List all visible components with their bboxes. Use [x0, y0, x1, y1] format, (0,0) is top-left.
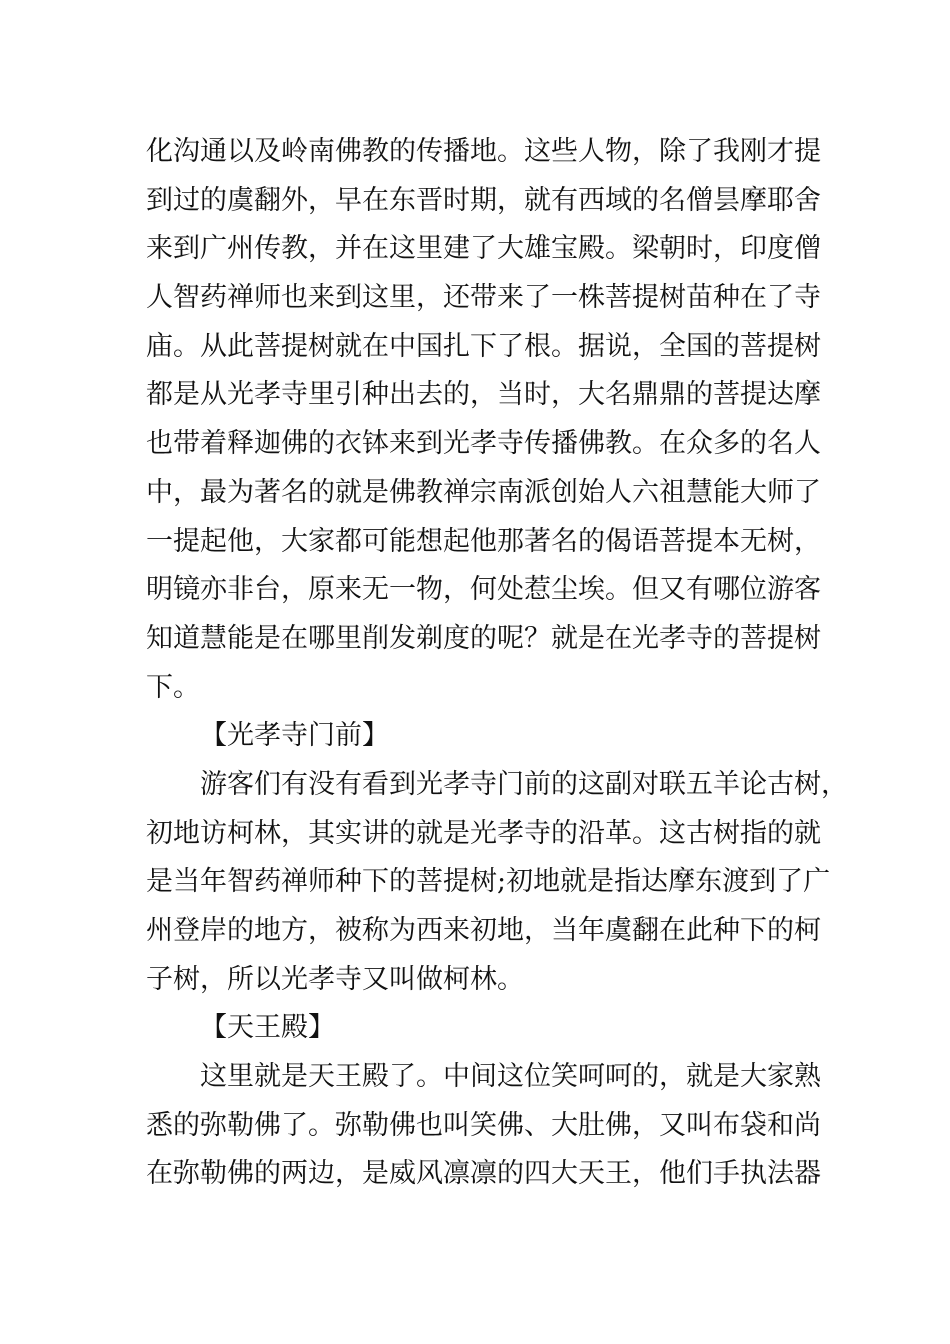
text-line: 也带着释迦佛的衣钵来到光孝寺传播佛教。在众多的名人	[146, 428, 821, 460]
text-line: 初地访柯林，其实讲的就是光孝寺的沿革。这古树指的就	[146, 817, 821, 849]
body-text	[146, 128, 848, 1199]
text-line: 庙。从此菩提树就在中国扎下了根。据说，全国的菩提树	[146, 330, 821, 362]
text-line: 明镜亦非台，原来无一物，何处惹尘埃。但又有哪位游客	[146, 574, 821, 606]
text-line: 化沟通以及岭南佛教的传播地。这些人物，除了我刚才提	[146, 136, 821, 167]
text-line: 下。	[146, 671, 200, 703]
text-line: 是当年智药禅师种下的菩提树;初地就是指达摩东渡到了广	[146, 866, 831, 898]
text-line: 这里就是天王殿了。中间这位笑呵呵的，就是大家熟	[200, 1061, 821, 1093]
text-line: 子树，所以光孝寺又叫做柯林。	[146, 963, 524, 995]
text-line: 州登岸的地方，被称为西来初地，当年虞翻在此种下的柯	[146, 915, 821, 946]
text-line: 来到广州传教，并在这里建了大雄宝殿。梁朝时，印度僧	[146, 233, 821, 265]
text-line: 在弥勒佛的两边，是威风凛凛的四大天王，他们手执法器	[146, 1158, 821, 1190]
text-line: 中，最为著名的就是佛教禅宗南派创始人六祖慧能大师了	[146, 476, 821, 508]
text-line: 游客们有没有看到光孝寺门前的这副对联五羊论古树，	[200, 768, 848, 800]
section-heading: 【光孝寺门前】	[200, 720, 389, 752]
text-line: 到过的虞翻外，早在东晋时期，就有西域的名僧昙摩耶舍	[146, 184, 821, 216]
section-heading: 【天王殿】	[200, 1012, 335, 1044]
text-line: 知道慧能是在哪里削发剃度的呢？就是在光孝寺的菩提树	[146, 622, 821, 654]
text-line: 都是从光孝寺里引种出去的，当时，大名鼎鼎的菩提达摩	[146, 379, 821, 411]
text-line: 人智药禅师也来到这里，还带来了一株菩提树苗种在了寺	[146, 282, 821, 314]
text-line: 一提起他，大家都可能想起他那著名的偈语菩提本无树，	[146, 525, 821, 557]
text-line: 悉的弥勒佛了。弥勒佛也叫笑佛、大肚佛，又叫布袋和尚	[146, 1109, 821, 1141]
